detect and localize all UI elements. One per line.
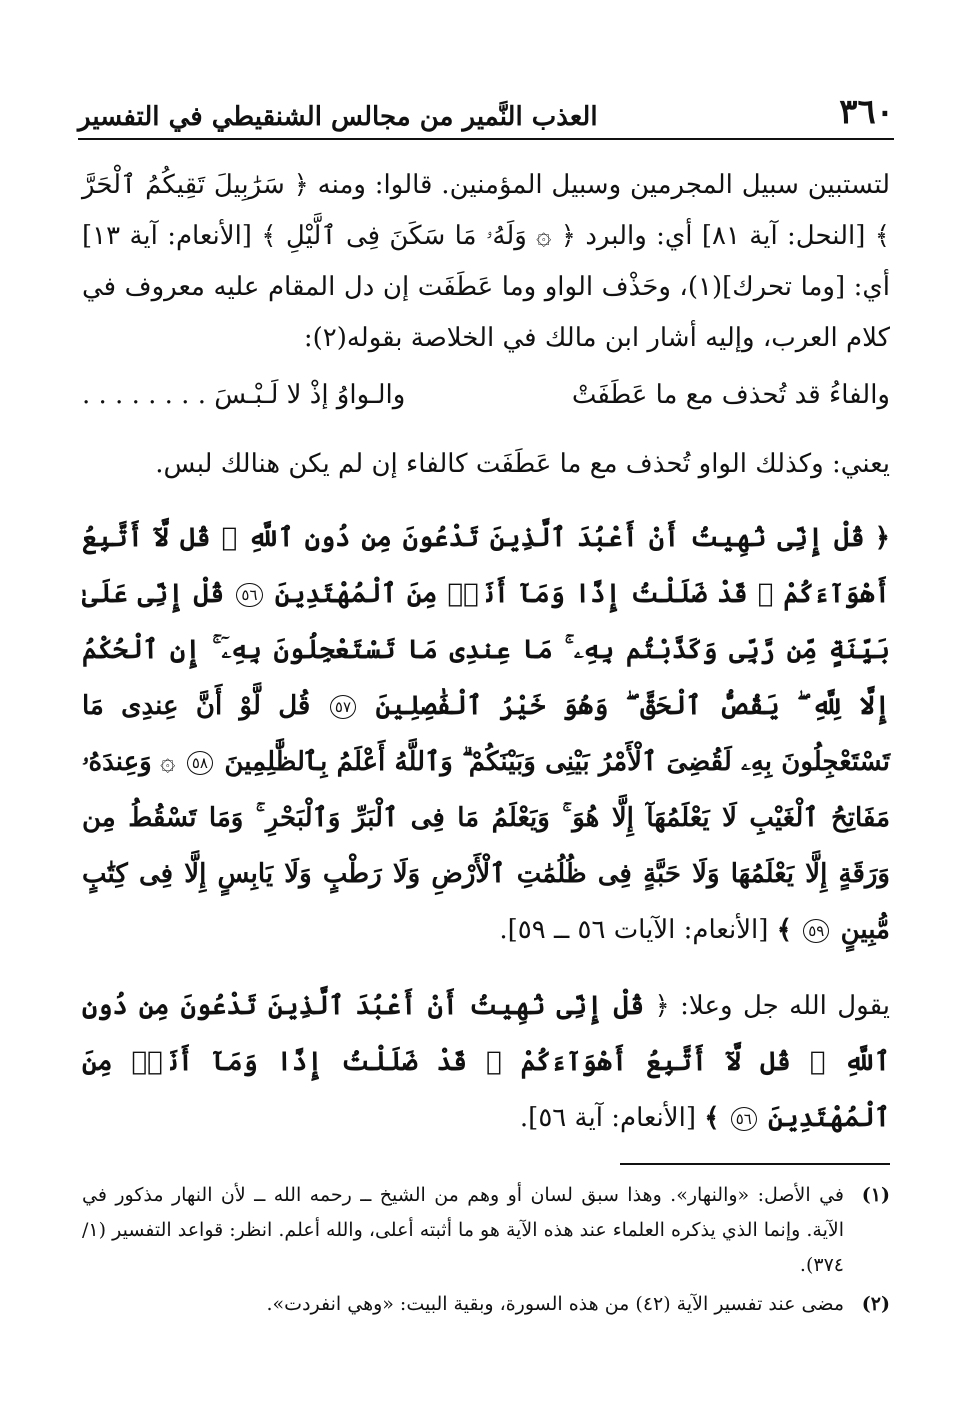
quran-citation: [الأنعام: الآيات ٥٦ ــ ٥٩]. xyxy=(499,915,769,945)
hizb-ornament-icon: ۞ xyxy=(160,747,176,777)
footnote-text: في الأصل: «والنهار». وهذا سبق لسان أو وهم من الشيخ ــ رحمه الله ــ لأن النهار مذكور في الآية. وإنما الذي يذكره العلماء عند هذه الآية هو ما أثبته أعلى، والله أعلم. انظر: قواعد التفسير (١/ ٣٧٤). xyxy=(82,1184,844,1276)
quran-open-bracket: ﴿ xyxy=(874,523,890,553)
aya-marker-58: ٥٨ xyxy=(187,751,213,775)
footnote-2 xyxy=(82,1287,890,1322)
quran-verse-57: قُلْ إِنِّى عَلَىٰ بَيِّنَةٍ مِّن رَّبِّى وَكَذَّبْتُم بِهِۦ ۚ مَا عِندِى مَا تَسْتَعْجِلُونَ بِهِۦٓ ۚ إِنِ ٱلْحُكْمُ إِلَّا لِلَّهِ ۖ يَقُصُّ ٱلْحَقَّ ۖ وَهُوَ خَيْرُ ٱلْفَٰصِلِينَ xyxy=(82,579,891,721)
paragraph-1: لتستبين سبيل المجرمين وسبيل المؤمنين. قالوا: ومنه ﴿ سَرَٰبِيلَ تَقِيكُمُ ٱلْحَرَّ ﴾ [النحل: آية ٨١] أي: والبرد ﴿ ۞ وَلَهُۥ مَا سَكَنَ فِى ٱلَّيْلِ ﴾ [الأنعام: آية ١٣] أي: [وما تحرك](١)، وحَذْف الواو وما عَطَفَت إن دل المقام عليه معروف في كلام العرب، وإليه أشار ابن مالك في الخلاصة بقوله(٢): xyxy=(82,170,890,353)
quran-verse-58: قُل لَّوْ أَنَّ عِندِى مَا تَسْتَعْجِلُونَ بِهِۦ لَقُضِىَ ٱلْأَمْرُ بَيْنِى وَبَيْنَكُمْ ۗ وَٱللَّهُ أَعْلَمُ بِٱلظَّٰلِمِينَ xyxy=(82,691,891,777)
footnote-number: (١) xyxy=(861,1184,890,1206)
quran-verse-59: وَعِندَهُۥ مَفَاتِحُ ٱلْغَيْبِ لَا يَعْلَمُهَآ إِلَّا هُوَ ۚ وَيَعْلَمُ مَا فِى ٱلْبَرِّ وَٱلْبَحْرِ ۚ وَمَا تَسْقُطُ مِن وَرَقَةٍ إِلَّا يَعْلَمُهَا وَلَا حَبَّةٍ فِى ظُلُمَٰتِ ٱلْأَرْضِ وَلَا رَطْبٍ وَلَا يَابِسٍ إِلَّا فِى كِتَٰبٍ مُّبِينٍ xyxy=(82,747,890,945)
paragraph-3 xyxy=(82,978,890,1146)
verse-second-hemistich: والـواوُ إذْ لا لَـبْـسَ . . . . . . . . xyxy=(82,380,406,410)
aya-marker-57: ٥٧ xyxy=(330,695,356,719)
paragraph-3-intro: يقول الله جل وعلا: ﴿ xyxy=(654,991,890,1021)
footnotes xyxy=(82,1178,890,1326)
running-title: العذب النَّمير من مجالس الشنقيطي في التفسير xyxy=(78,102,598,132)
paragraph-3-close-bracket: ﴾ xyxy=(704,1103,720,1133)
paragraph-3-verse: قُلْ إِنِّى نُهِيتُ أَنْ أَعْبُدَ ٱلَّذِينَ تَدْعُونَ مِن دُونِ ٱللَّهِ ۚ قُل لَّآ أَتَّبِعُ أَهْوَآءَكُمْ ۙ قَدْ ضَلَلْتُ إِذًا وَمَآ أَنَا۠ مِنَ ٱلْمُهْتَدِينَ xyxy=(82,991,890,1133)
page-header xyxy=(78,82,894,140)
paragraph-2: يعني: وكذلك الواو تُحذف مع ما عَطَفَت كالفاء إن لم يكن هنالك لبس. xyxy=(155,449,890,479)
quran-close-bracket: ﴾ xyxy=(776,915,792,945)
footnote-1 xyxy=(82,1178,890,1283)
spacer xyxy=(82,490,890,510)
quran-passage xyxy=(82,510,890,958)
poetry-verse xyxy=(82,370,890,421)
aya-marker-59: ٥٩ xyxy=(803,919,829,943)
spacer xyxy=(82,958,890,978)
footnote-separator xyxy=(620,1163,890,1165)
aya-marker-56-repeat: ٥٦ xyxy=(731,1107,757,1131)
paragraph-3-citation: [الأنعام: آية ٥٦]. xyxy=(519,1103,696,1133)
footnote-number: (٢) xyxy=(861,1293,890,1315)
quran-verse-56: قُلْ إِنِّى نُهِيتُ أَنْ أَعْبُدَ ٱلَّذِينَ تَدْعُونَ مِن دُونِ ٱللَّهِ ۚ قُل لَّآ أَتَّبِعُ أَهْوَآءَكُمْ ۙ قَدْ ضَلَلْتُ إِذًا وَمَآ أَنَا۠ مِنَ ٱلْمُهْتَدِينَ xyxy=(82,523,891,609)
verse-first-hemistich: والفاءُ قد تُحذف مع ما عَطَفَتْ xyxy=(571,380,890,410)
footnote-text: مضى عند تفسير الآية (٤٢) من هذه السورة، وبقية البيت: «وهي انفردت». xyxy=(266,1293,844,1315)
page-body xyxy=(82,160,890,1146)
aya-marker-56: ٥٦ xyxy=(236,583,262,607)
page-number: ٣٦٠ xyxy=(839,92,894,132)
